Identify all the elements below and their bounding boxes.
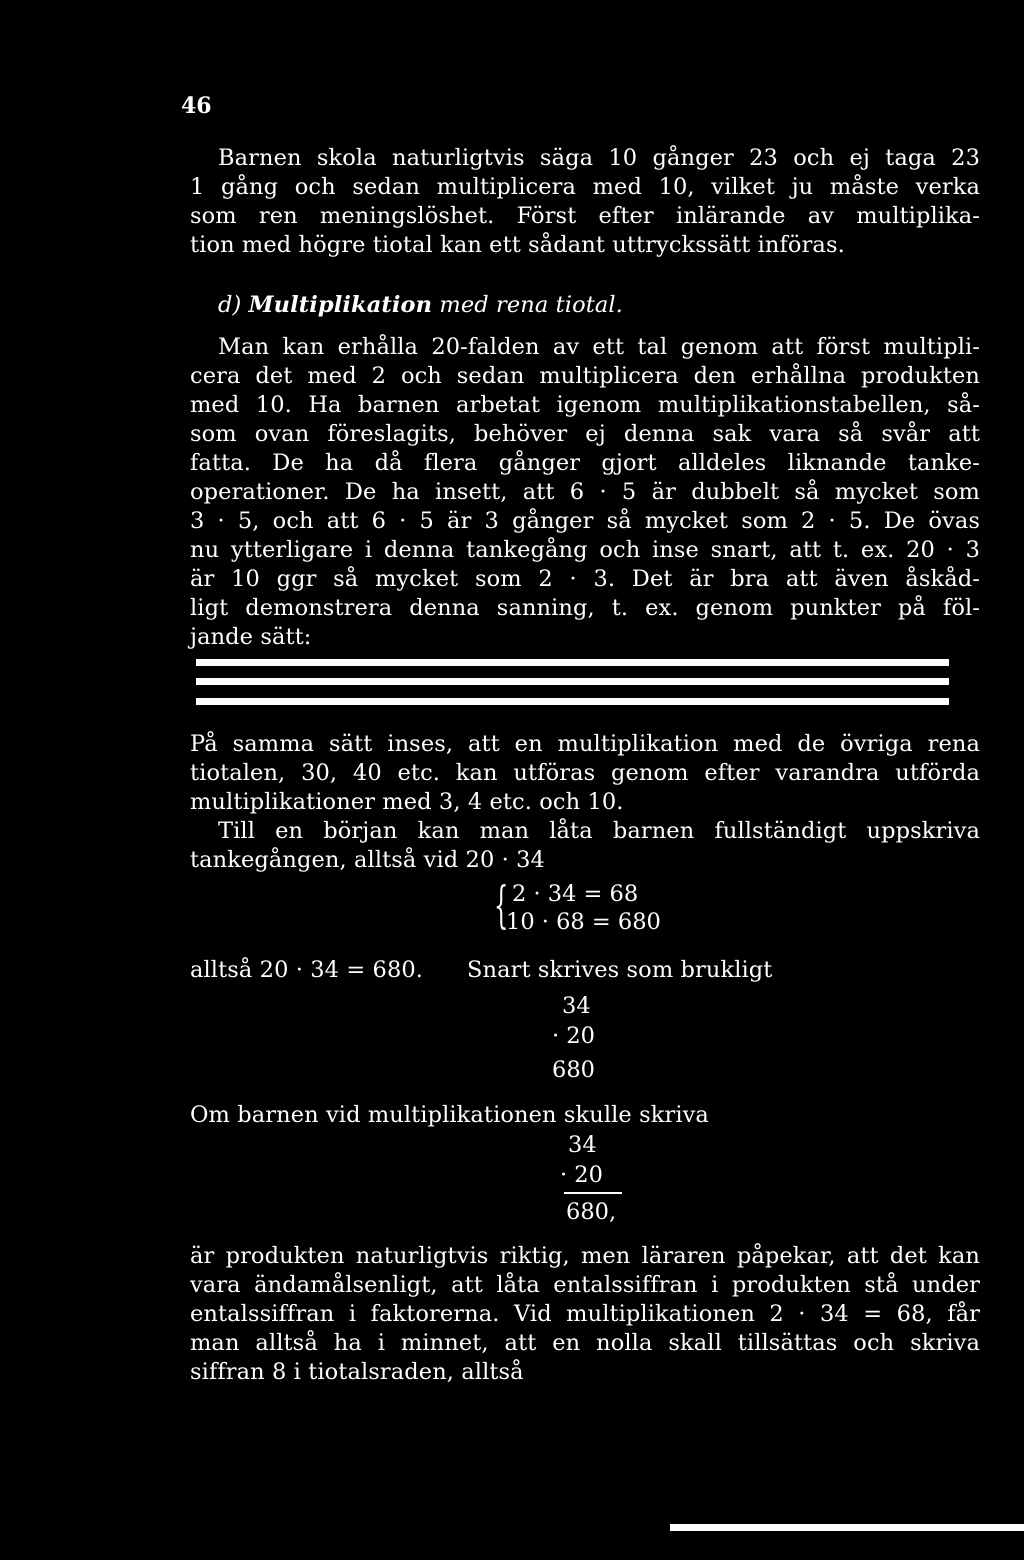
formula-line: 2 · 34 = 68	[512, 881, 639, 907]
text-line: 1 gång och sedan multiplicera med 10, vilket ju måste verka	[190, 174, 980, 200]
calc-operand: · 20	[560, 1162, 603, 1188]
text-line: Man kan erhålla 20-falden av ett tal genom att först multipli-	[218, 334, 980, 360]
calc-operand: · 20	[552, 1023, 595, 1049]
calc-underline	[564, 1192, 622, 1194]
text-line: jande sätt:	[190, 624, 312, 650]
text-line: fatta. De ha då flera gånger gjort alldeles liknande tanke-	[190, 450, 980, 476]
calc-result: 680,	[566, 1199, 617, 1225]
dot-row	[196, 698, 949, 705]
text-line: alltså 20 · 34 = 680.	[190, 957, 424, 983]
text-line: som ren meningslöshet. Först efter inlärande av multiplika-	[190, 203, 980, 229]
page-number: 46	[181, 93, 212, 119]
text-line: nu ytterligare i denna tankegång och inse snart, att t. ex. 20 · 3	[190, 537, 980, 563]
dot-row	[196, 659, 949, 666]
text-line: Till en början kan man låta barnen fullständigt uppskriva	[218, 818, 980, 844]
text-line: siffran 8 i tiotalsraden, alltså	[190, 1359, 524, 1385]
scan-edge-bar	[670, 1524, 1024, 1531]
heading-first-word: Multiplikation	[248, 292, 433, 318]
text-line: multiplikationer med 3, 4 etc. och 10.	[190, 789, 624, 815]
section-heading	[218, 291, 623, 319]
text-line: Om barnen vid multiplikationen skulle skriva	[190, 1102, 709, 1128]
text-line: På samma sätt inses, att en multiplikation med de övriga rena	[190, 731, 980, 757]
calc-result: 680	[552, 1057, 595, 1083]
text-line: operationer. De ha insett, att 6 · 5 är dubbelt så mycket som	[190, 479, 980, 505]
heading-rest: med rena tiotal.	[439, 292, 623, 318]
heading-prefix: d)	[218, 292, 242, 318]
text-line: tion med högre tiotal kan ett sådant uttryckssätt införas.	[190, 232, 845, 258]
calc-operand: 34	[568, 1132, 597, 1158]
calc-operand: 34	[562, 993, 591, 1019]
text-line: entalssiffran i faktorerna. Vid multiplikationen 2 · 34 = 68, får	[190, 1301, 980, 1327]
formula-line: 10 · 68 = 680	[506, 909, 661, 935]
text-line: Snart skrives som brukligt	[467, 957, 773, 983]
text-line: ligt demonstrera denna sanning, t. ex. genom punkter på föl-	[190, 595, 980, 621]
text-line: Barnen skola naturligtvis säga 10 gånger 23 och ej taga 23	[218, 145, 980, 171]
text-line: 3 · 5, och att 6 · 5 är 3 gånger så mycket som 2 · 5. De övas	[190, 508, 980, 534]
text-line: är 10 ggr så mycket som 2 · 3. Det är bra att även åskåd-	[190, 566, 980, 592]
brace-symbol: {	[494, 876, 509, 934]
dot-row	[196, 678, 949, 685]
text-line: vara ändamålsenligt, att låta entalssiffran i produkten stå under	[190, 1272, 980, 1298]
text-line: tankegången, alltså vid 20 · 34	[190, 847, 545, 873]
text-line: tiotalen, 30, 40 etc. kan utföras genom efter varandra utförda	[190, 760, 980, 786]
text-line: man alltså ha i minnet, att en nolla skall tillsättas och skriva	[190, 1330, 980, 1356]
text-line: är produkten naturligtvis riktig, men läraren påpekar, att det kan	[190, 1243, 980, 1269]
text-line: som ovan föreslagits, behöver ej denna sak vara så svår att	[190, 421, 980, 447]
text-line: med 10. Ha barnen arbetat igenom multiplikationstabellen, så-	[190, 392, 980, 418]
text-line: cera det med 2 och sedan multiplicera den erhållna produkten	[190, 363, 980, 389]
